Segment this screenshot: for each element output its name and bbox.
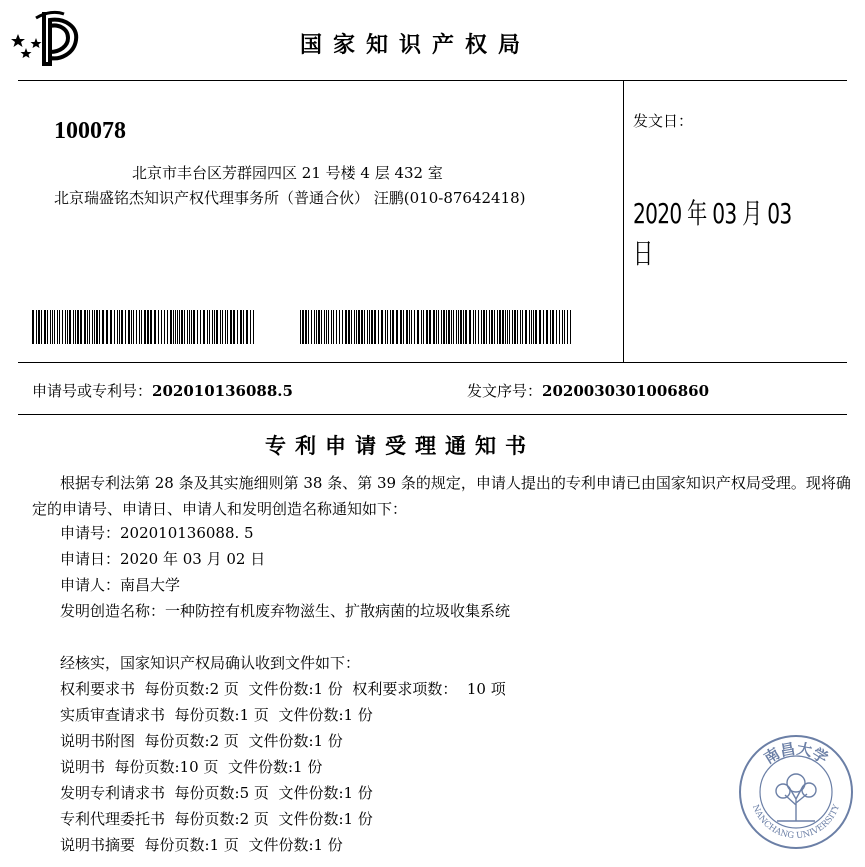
- document-item: 实质审查请求书 每份页数:1 页 文件份数:1 份: [60, 706, 373, 724]
- agent-line: 北京瑞盛铭杰知识产权代理事务所（普通合伙） 汪鹏(010-87642418): [54, 189, 526, 207]
- serial-number-row: [467, 380, 709, 401]
- document-item: 说明书附图 每份页数:2 页 文件份数:1 份: [60, 732, 343, 750]
- notice-title: 专利申请受理通知书: [265, 434, 535, 458]
- document-item: 说明书摘要 每份页数:1 页 文件份数:1 份: [60, 836, 343, 854]
- recipient-address: 北京市丰台区芳群园四区 21 号楼 4 层 432 室: [132, 164, 443, 182]
- send-date-label: 发文日：: [633, 112, 694, 130]
- barcode-right: [300, 310, 572, 344]
- notice-invention-name: 发明创造名称：一种防控有机废弃物滋生、扩散病菌的垃圾收集系统: [60, 602, 511, 620]
- seal-top-text: 南昌大学: [760, 739, 832, 768]
- serial-number-value: 2020030301006860: [542, 382, 710, 400]
- serial-number-label: 发文序号：: [467, 382, 543, 400]
- barcode-left: [32, 310, 254, 344]
- address-box-bottom: [18, 362, 847, 363]
- document-item: 说明书 每份页数:10 页 文件份数:1 份: [60, 758, 323, 776]
- address-box-divider: [623, 80, 624, 362]
- notice-intro: 根据专利法第 28 条及其实施细则第 38 条、第 39 条的规定，申请人提出的专利申请已由国家知识产权局受理。现将确定的申请号、申请日、申请人和发明创造名称通知如下：: [32, 474, 851, 518]
- application-number-value: 202010136088.5: [152, 382, 293, 400]
- header-divider: [18, 80, 847, 81]
- application-number-row: [32, 380, 293, 401]
- university-seal: [737, 733, 855, 851]
- notice-verification: 经核实，国家知识产权局确认收到文件如下：: [60, 654, 361, 672]
- notice-app-number: 申请号：202010136088. 5: [60, 524, 254, 542]
- notice-applicant: 申请人：南昌大学: [60, 576, 181, 594]
- agency-name: 国家知识产权局: [300, 33, 532, 58]
- notice-app-date: 申请日：2020 年 03 月 02 日: [60, 550, 266, 568]
- svg-text:南昌大学: [761, 740, 831, 768]
- application-number-label: 申请号或专利号：: [32, 382, 153, 400]
- document-item: 权利要求书 每份页数:2 页 文件份数:1 份 权利要求项数： 10 项: [60, 680, 506, 698]
- postal-code: 100078: [54, 118, 126, 144]
- document-item: 专利代理委托书 每份页数:2 页 文件份数:1 份: [60, 810, 373, 828]
- cnipa-logo: [6, 8, 88, 68]
- reference-divider: [18, 414, 847, 415]
- document-item: 发明专利请求书 每份页数:5 页 文件份数:1 份: [60, 784, 373, 802]
- send-date: 2020 年 03 月 03 日: [633, 197, 792, 270]
- seal-bottom-text: NANCHANG UNIVERSITY: [749, 803, 843, 842]
